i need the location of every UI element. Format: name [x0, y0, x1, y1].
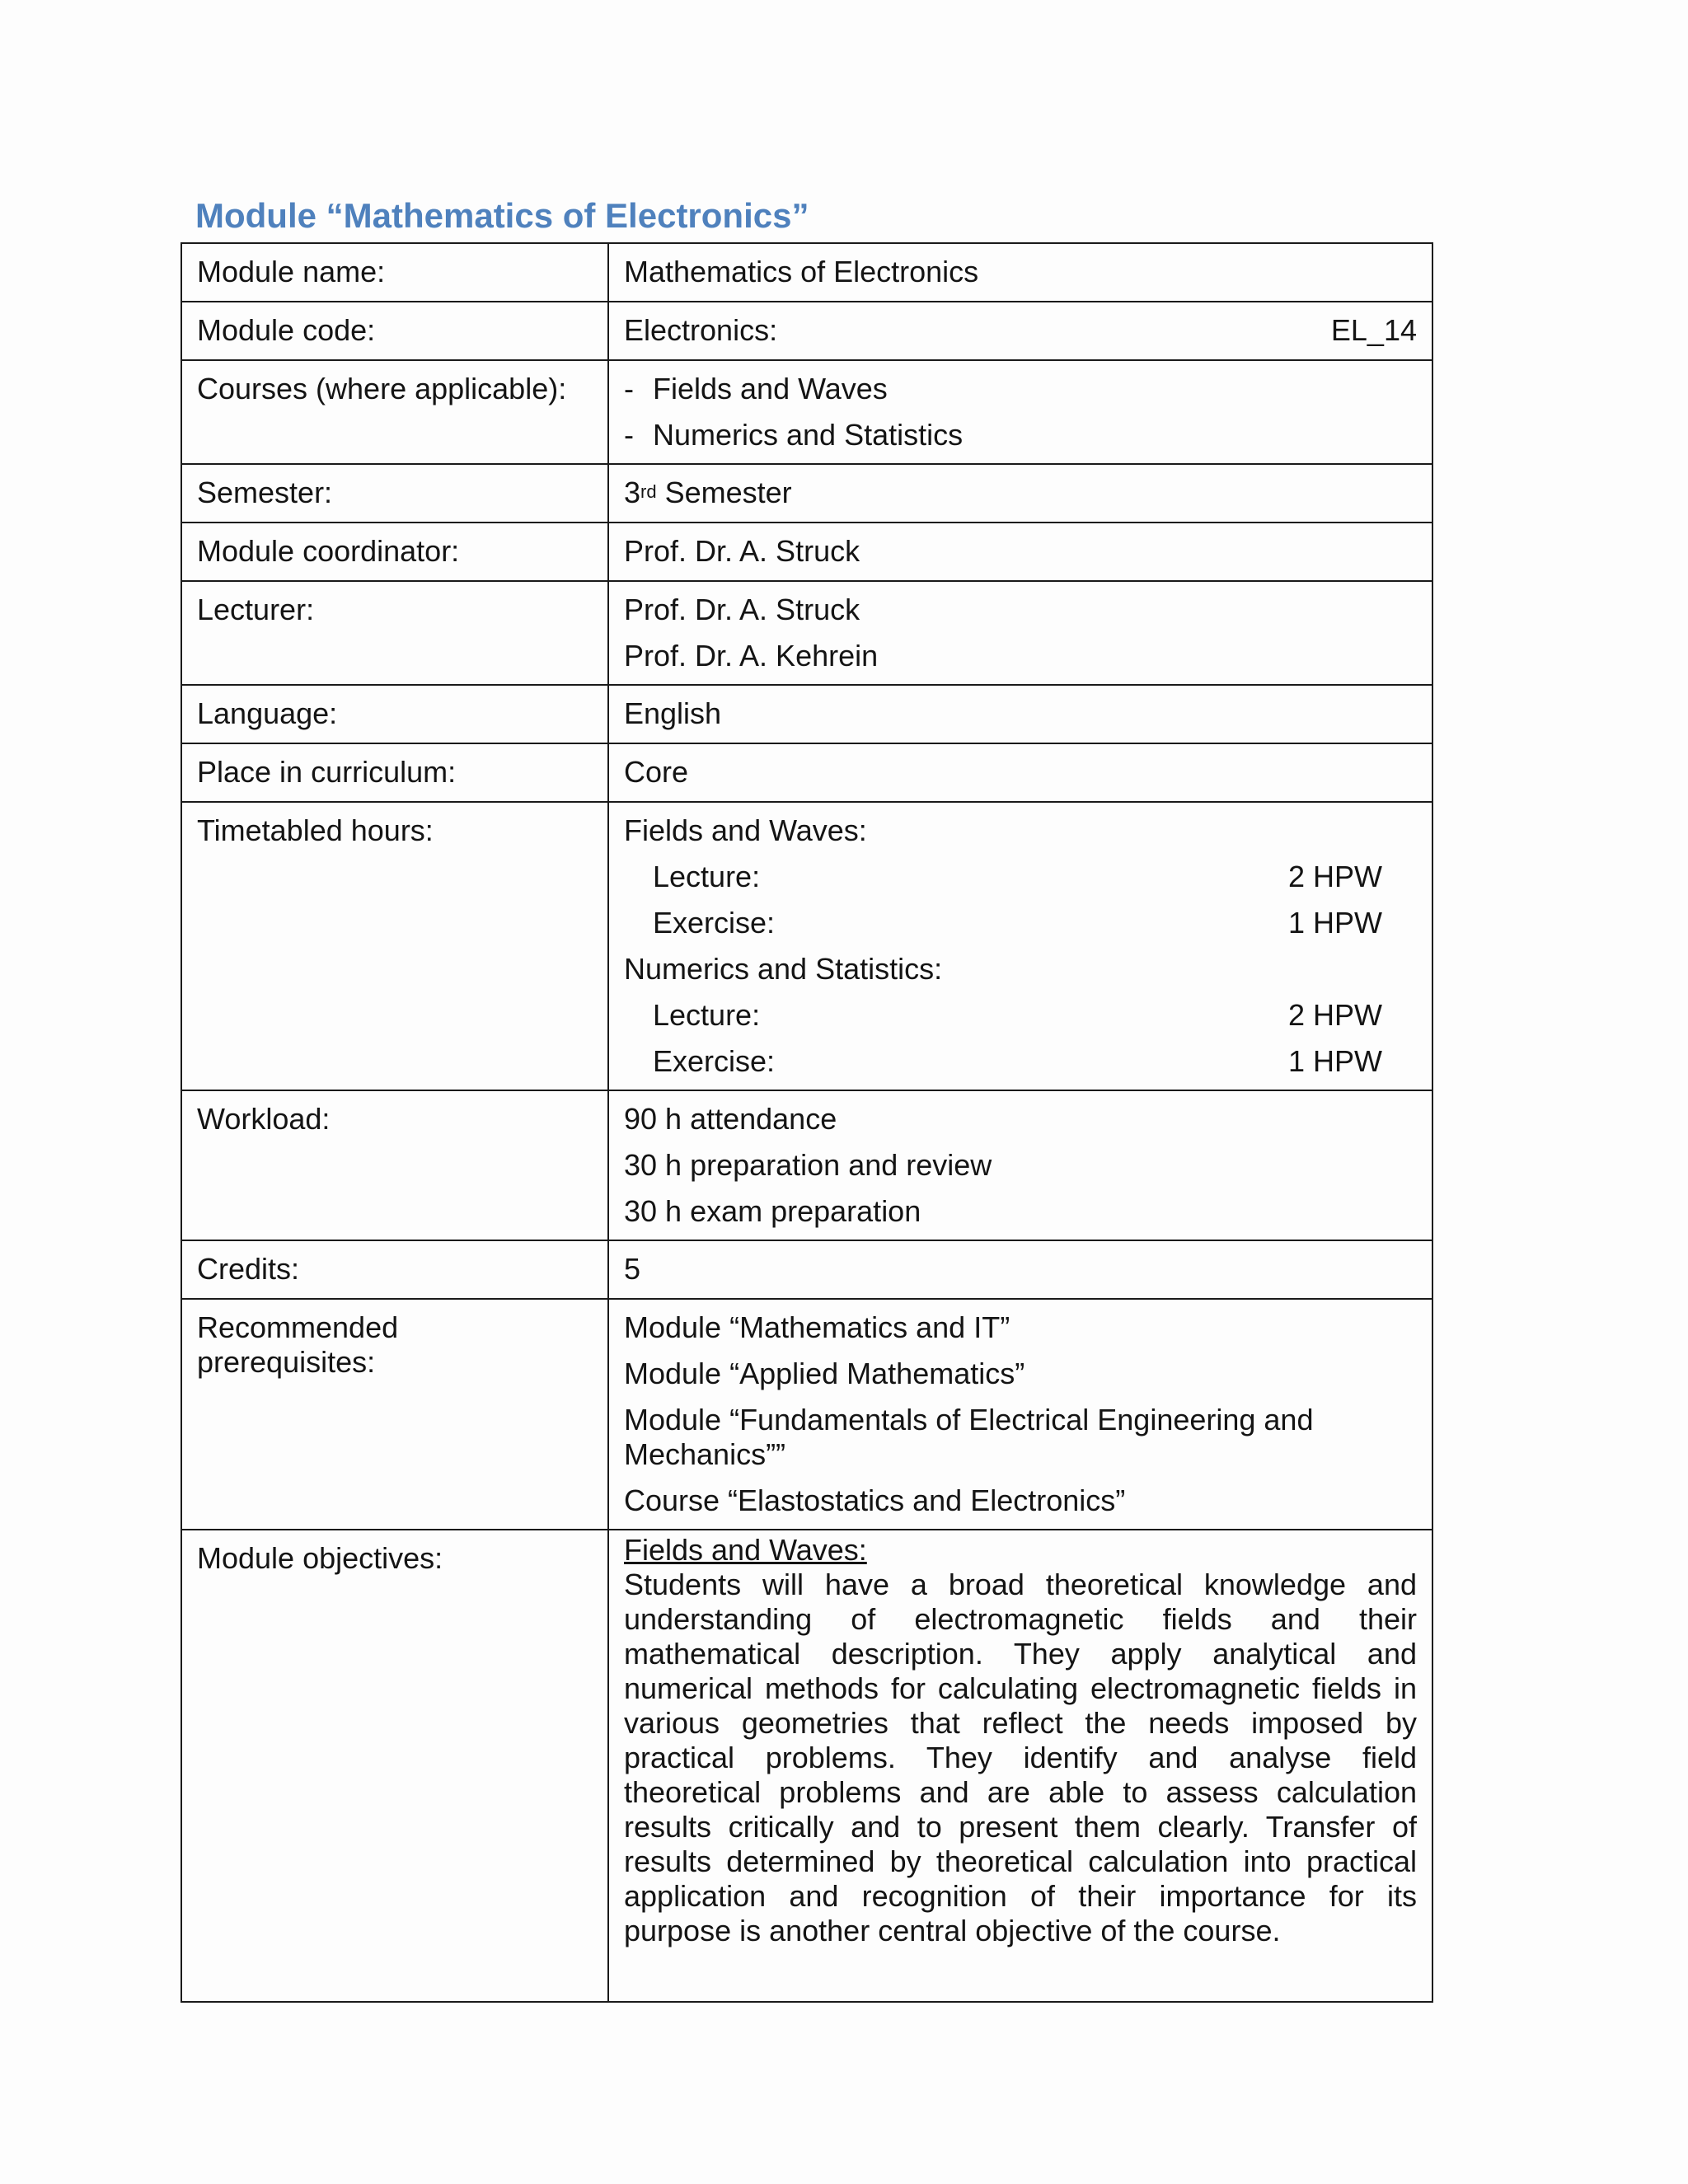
lecturer-name: Prof. Dr. A. Kehrein [624, 639, 879, 673]
hours-label: Timetabled hours: [181, 802, 608, 1090]
prerequisites-label-line: prerequisites: [197, 1345, 376, 1379]
coordinator-label: Module coordinator: [181, 523, 608, 581]
hours-exercise-label: Exercise: [653, 906, 776, 940]
row-objectives [181, 1530, 1432, 2002]
prerequisites-label-line: Recommended [197, 1310, 399, 1344]
prerequisite-item: Course “Elastostatics and Electronics” [624, 1483, 1126, 1517]
workload-item: 30 h preparation and review [624, 1148, 992, 1182]
row-module-code [181, 302, 1432, 360]
language-label: Language: [181, 685, 608, 743]
language-value: English [608, 685, 1432, 743]
module-name-label: Module name: [181, 243, 608, 302]
prerequisite-item: Module “Fundamentals of Electrical Engineering and Mechanics”” [624, 1403, 1314, 1471]
lecturer-name: Prof. Dr. A. Struck [624, 593, 860, 626]
row-workload [181, 1090, 1432, 1240]
lecturer-label: Lecturer: [181, 581, 608, 685]
hours-lecture-label: Lecture: [653, 998, 761, 1032]
module-code-value: EL_14 [1330, 313, 1417, 347]
place-value: Core [608, 743, 1432, 802]
hours-exercise-label: Exercise: [653, 1044, 776, 1078]
prerequisite-item: Module “Applied Mathematics” [624, 1357, 1025, 1390]
hours-lecture-row [624, 998, 1417, 1033]
objectives-text: Students will have a broad theoretical knowledge and understanding of electromagnetic fields and their mathematical description. They apply analytical and numerical methods for calculating electromagnetic fields in various geometries that reflect the needs imposed by practical problems. They identify and analyse field theoretical problems and are able to assess calculation results critically and to present them clearly. Transfer of results determined by theoretical calculation into practical application and recognition of their importance for its purpose is another central objective of the course. [624, 1568, 1417, 1947]
semester-cell [608, 464, 1432, 523]
dash-bullet: - [624, 418, 634, 452]
hours-lecture-row [624, 860, 1417, 894]
prerequisites-label [181, 1299, 608, 1530]
row-coordinator [181, 523, 1432, 581]
hours-lecture-value: 2 HPW [1287, 860, 1382, 893]
hours-lecture-label: Lecture: [653, 860, 761, 893]
hours-course-title: Numerics and Statistics: [624, 952, 943, 986]
semester-label: Semester: [181, 464, 608, 523]
prerequisites-cell [608, 1299, 1432, 1530]
hours-course-title: Fields and Waves: [624, 813, 867, 847]
row-hours [181, 802, 1432, 1090]
module-name-value: Mathematics of Electronics [608, 243, 1432, 302]
objectives-heading: Fields and Waves: [624, 1533, 867, 1567]
hours-exercise-row [624, 1044, 1417, 1079]
course-item [624, 372, 1417, 406]
hours-lecture-value: 2 HPW [1287, 998, 1382, 1032]
module-code-program: Electronics: [624, 313, 778, 347]
lecturer-cell [608, 581, 1432, 685]
hours-exercise-value: 1 HPW [1287, 1044, 1382, 1078]
credits-label: Credits: [181, 1240, 608, 1299]
course-item [624, 418, 1417, 452]
credits-value: 5 [608, 1240, 1432, 1299]
semester-ordinal-suffix: rd [640, 481, 657, 502]
prerequisite-item: Module “Mathematics and IT” [624, 1310, 1010, 1344]
row-place [181, 743, 1432, 802]
workload-label: Workload: [181, 1090, 608, 1240]
dash-bullet: - [624, 372, 634, 405]
courses-label: Courses (where applicable): [181, 360, 608, 464]
hours-cell [608, 802, 1432, 1090]
hours-exercise-row [624, 906, 1417, 940]
page-title: Module “Mathematics of Electronics” [195, 196, 809, 235]
row-prerequisites [181, 1299, 1432, 1530]
objectives-label: Module objectives: [181, 1530, 608, 2002]
workload-cell [608, 1090, 1432, 1240]
objectives-cell [608, 1530, 1432, 2002]
row-courses [181, 360, 1432, 464]
row-lecturer [181, 581, 1432, 685]
workload-item: 90 h attendance [624, 1102, 837, 1136]
module-code-label: Module code: [181, 302, 608, 360]
module-code-cell [608, 302, 1432, 360]
row-semester [181, 464, 1432, 523]
courses-cell [608, 360, 1432, 464]
place-label: Place in curriculum: [181, 743, 608, 802]
module-table [181, 242, 1433, 2003]
hours-exercise-value: 1 HPW [1287, 906, 1382, 940]
semester-number: 3 [624, 476, 641, 509]
row-module-name [181, 243, 1432, 302]
course-item-label: Fields and Waves [653, 372, 888, 405]
coordinator-value: Prof. Dr. A. Struck [608, 523, 1432, 581]
workload-item: 30 h exam preparation [624, 1194, 921, 1228]
semester-word: Semester [664, 476, 792, 509]
row-credits [181, 1240, 1432, 1299]
row-language [181, 685, 1432, 743]
course-item-label: Numerics and Statistics [653, 418, 964, 452]
